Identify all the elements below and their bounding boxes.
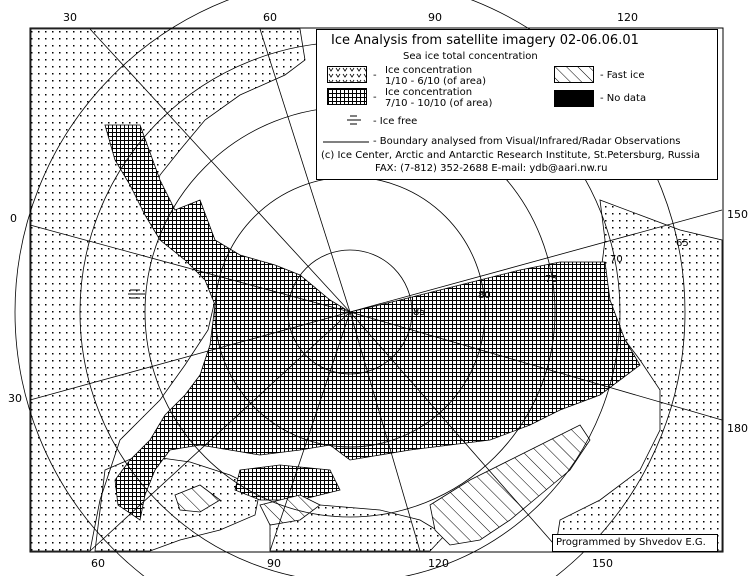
lon-label-top-60: 60	[263, 11, 277, 24]
legend-title: Ice Analysis from satellite imagery 02-06.06.01	[331, 33, 639, 48]
lon-label-right-150: 150	[727, 208, 748, 221]
high-concentration-swatch	[327, 88, 367, 105]
low-concentration-swatch	[327, 66, 367, 83]
lon-label-bottom-120: 120	[428, 557, 449, 570]
ice-free-symbol	[345, 114, 365, 126]
lon-label-bottom-60: 60	[91, 557, 105, 570]
lon-label-top-30: 30	[63, 11, 77, 24]
contact-info: FAX: (7-812) 352-2688 E-mail: ydb@aari.nw.ru	[375, 163, 608, 174]
low-concentration-label-2: 1/10 - 6/10 (of area)	[385, 76, 486, 87]
fast-ice-label: - Fast ice	[600, 70, 645, 81]
lat-label-85: 85	[413, 307, 426, 318]
lon-label-top-120: 120	[617, 11, 638, 24]
lat-label-80: 80	[478, 290, 491, 301]
programmer-credit: Programmed by Shvedov E.G.	[552, 534, 718, 552]
lat-label-75: 75	[545, 274, 558, 285]
boundary-label: - Boundary analysed from Visual/Infrared/Radar Observations	[373, 136, 681, 147]
low-concentration-label-1: Ice concentration	[385, 65, 473, 76]
lat-label-70: 70	[610, 254, 623, 265]
lon-label-right-180: 180	[727, 422, 748, 435]
high-concentration-label-1: Ice concentration	[385, 87, 473, 98]
boundary-line-symbol	[323, 140, 371, 144]
lon-label-top-90: 90	[428, 11, 442, 24]
lon-label-left-0: 0	[10, 212, 17, 225]
source-credit: (c) Ice Center, Arctic and Antarctic Research Institute, St.Petersburg, Russia	[321, 150, 700, 161]
ice-free-label: - Ice free	[373, 116, 418, 127]
high-concentration-dash: -	[373, 92, 377, 103]
no-data-swatch	[554, 90, 594, 107]
legend-box	[316, 29, 718, 180]
lon-label-left-30: 30	[8, 392, 22, 405]
no-data-label: - No data	[600, 93, 647, 104]
lon-label-bottom-90: 90	[267, 557, 281, 570]
low-concentration-dash: -	[373, 70, 377, 81]
high-concentration-label-2: 7/10 - 10/10 (of area)	[385, 98, 493, 109]
lon-label-bottom-150: 150	[592, 557, 613, 570]
legend-subtitle: Sea ice total concentration	[403, 51, 538, 62]
lat-label-65: 65	[676, 238, 689, 249]
fast-ice-swatch	[554, 66, 594, 83]
